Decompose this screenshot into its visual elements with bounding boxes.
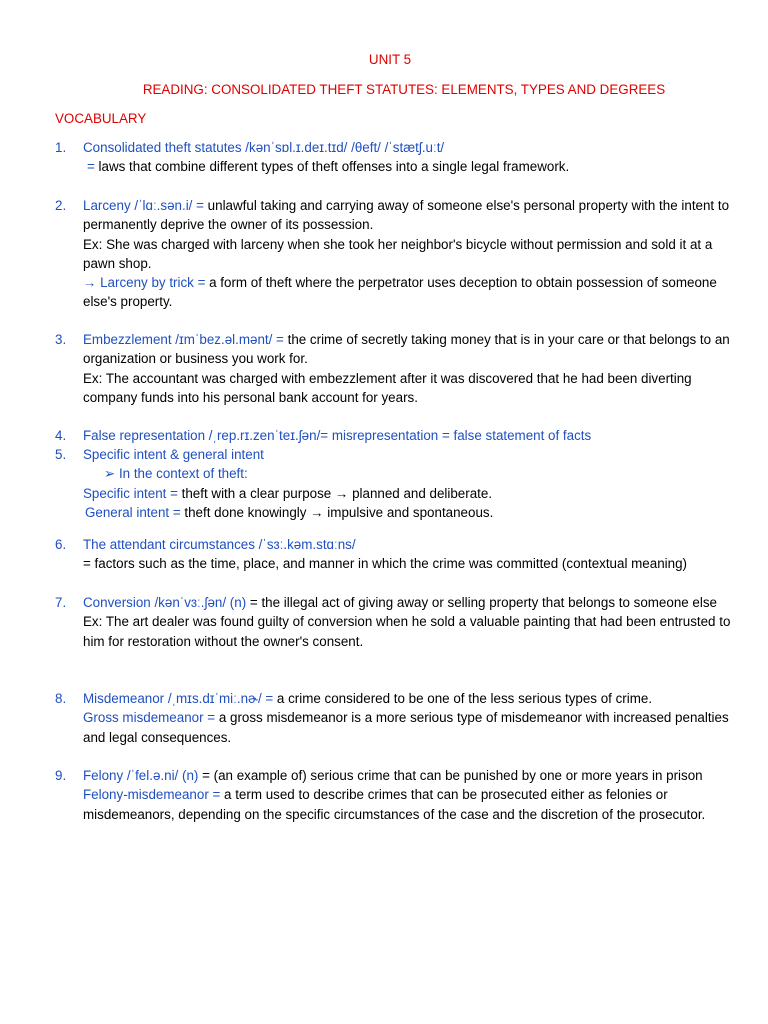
entry-example: Ex: The accountant was charged with embezzlement after it was discovered that he had been diverting company funds into his personal bank account for years. — [83, 370, 692, 405]
vocab-entry-3 — [55, 330, 735, 407]
entry-number: 7. — [55, 595, 67, 610]
entry-subterm: → Larceny by trick = — [83, 275, 206, 291]
vocab-entry-9 — [55, 766, 735, 824]
vocab-entry-2 — [55, 196, 735, 312]
entry-definition: = (an example of) serious crime that can be punished by one or more years in prison — [198, 768, 703, 783]
entry-number: 4. — [55, 428, 67, 443]
entry-number: 1. — [55, 140, 67, 155]
entry-definition: the crime of secretly taking money that is in your care or that belongs to an organization or business you work for. — [83, 332, 730, 367]
vocab-entry-4 — [55, 426, 735, 445]
entry-term: Felony /ˈfel.ə.ni/ (n) — [83, 768, 199, 783]
entry-subdefinition: a form of theft where the perpetrator uses deception to obtain possession of someone else's property. — [83, 275, 717, 310]
entry-definition: laws that combine different types of theft offenses into a single legal framework. — [98, 159, 570, 175]
vocab-entry-1 — [55, 138, 735, 177]
vocab-entry-8 — [55, 689, 735, 747]
vocab-entry-6 — [55, 535, 735, 574]
entry-def-prefix: = — [87, 159, 99, 175]
entry-term: Embezzlement /ɪmˈbez.əl.mənt/ = — [83, 332, 284, 347]
entry-subterm: Gross misdemeanor = — [83, 710, 216, 726]
specific-intent-term: Specific intent = — [83, 485, 178, 501]
entry-number: 3. — [55, 332, 67, 347]
entry-example: Ex: She was charged with larceny when she took her neighbor's bicycle without permission and sold it at a pawn shop. — [83, 236, 713, 271]
specific-intent-definition: theft with a clear purpose → planned and deliberate. — [177, 485, 493, 501]
general-intent-term: General intent = — [85, 504, 181, 520]
entry-number: 6. — [55, 537, 67, 552]
entry-number: 5. — [55, 447, 67, 462]
entry-number: 2. — [55, 198, 67, 213]
entry-number: 9. — [55, 768, 67, 783]
entry-definition: = the illegal act of giving away or selling property that belongs to someone else — [246, 595, 717, 610]
entry-term: Misdemeanor /ˌmɪs.dɪˈmiː.nɚ/ = — [83, 691, 274, 706]
vocab-entry-7 — [55, 593, 735, 651]
vocab-entry-5 — [55, 445, 735, 522]
entry-subterm: Felony-misdemeanor = — [83, 787, 221, 803]
entry-term: Larceny /ˈlɑː.sən.i/ = — [83, 198, 204, 213]
vocabulary-heading: VOCABULARY — [55, 111, 147, 126]
entry-term: Specific intent & general intent — [83, 447, 264, 462]
general-intent-definition: theft done knowingly → impulsive and spontaneous. — [180, 504, 494, 520]
unit-title: UNIT 5 — [368, 52, 412, 67]
context-bullet: ➢ In the context of theft: — [104, 466, 248, 482]
entry-definition: = factors such as the time, place, and manner in which the crime was committed (contextual meaning) — [83, 556, 687, 572]
entry-term: Consolidated theft statutes /kənˈsɒl.ɪ.deɪ.tɪd/ /θeft/ /ˈstætʃ.uːt/ — [83, 140, 445, 155]
entry-term: The attendant circumstances /ˈsɜː.kəm.stɑːns/ — [83, 537, 356, 552]
reading-title: READING: CONSOLIDATED THEFT STATUTES: ELEMENTS, TYPES AND DEGREES — [142, 82, 666, 97]
entry-subdefinition: a term used to describe crimes that can be prosecuted either as felonies or misdemeanors, depending on the specific circumstances of the case and the discretion of the prosecutor. — [83, 787, 706, 822]
entry-number: 8. — [55, 691, 67, 706]
entry-subdefinition: a gross misdemeanor is a more serious type of misdemeanor with increased penalties and legal consequences. — [83, 710, 729, 745]
entry-term: False representation /ˌrep.rɪ.zenˈteɪ.ʃən/= misrepresentation = false statement of facts — [83, 428, 592, 443]
entry-example: Ex: The art dealer was found guilty of conversion when he sold a valuable painting that had been entrusted to him for restoration without the owner's consent. — [83, 614, 731, 649]
entry-definition: unlawful taking and carrying away of someone else's personal property with the intent to permanently deprive the owner of its possession. — [83, 198, 730, 233]
entry-definition: a crime considered to be one of the less serious types of crime. — [273, 691, 653, 706]
entry-term: Conversion /kənˈvɜː.ʃən/ (n) — [83, 595, 247, 610]
